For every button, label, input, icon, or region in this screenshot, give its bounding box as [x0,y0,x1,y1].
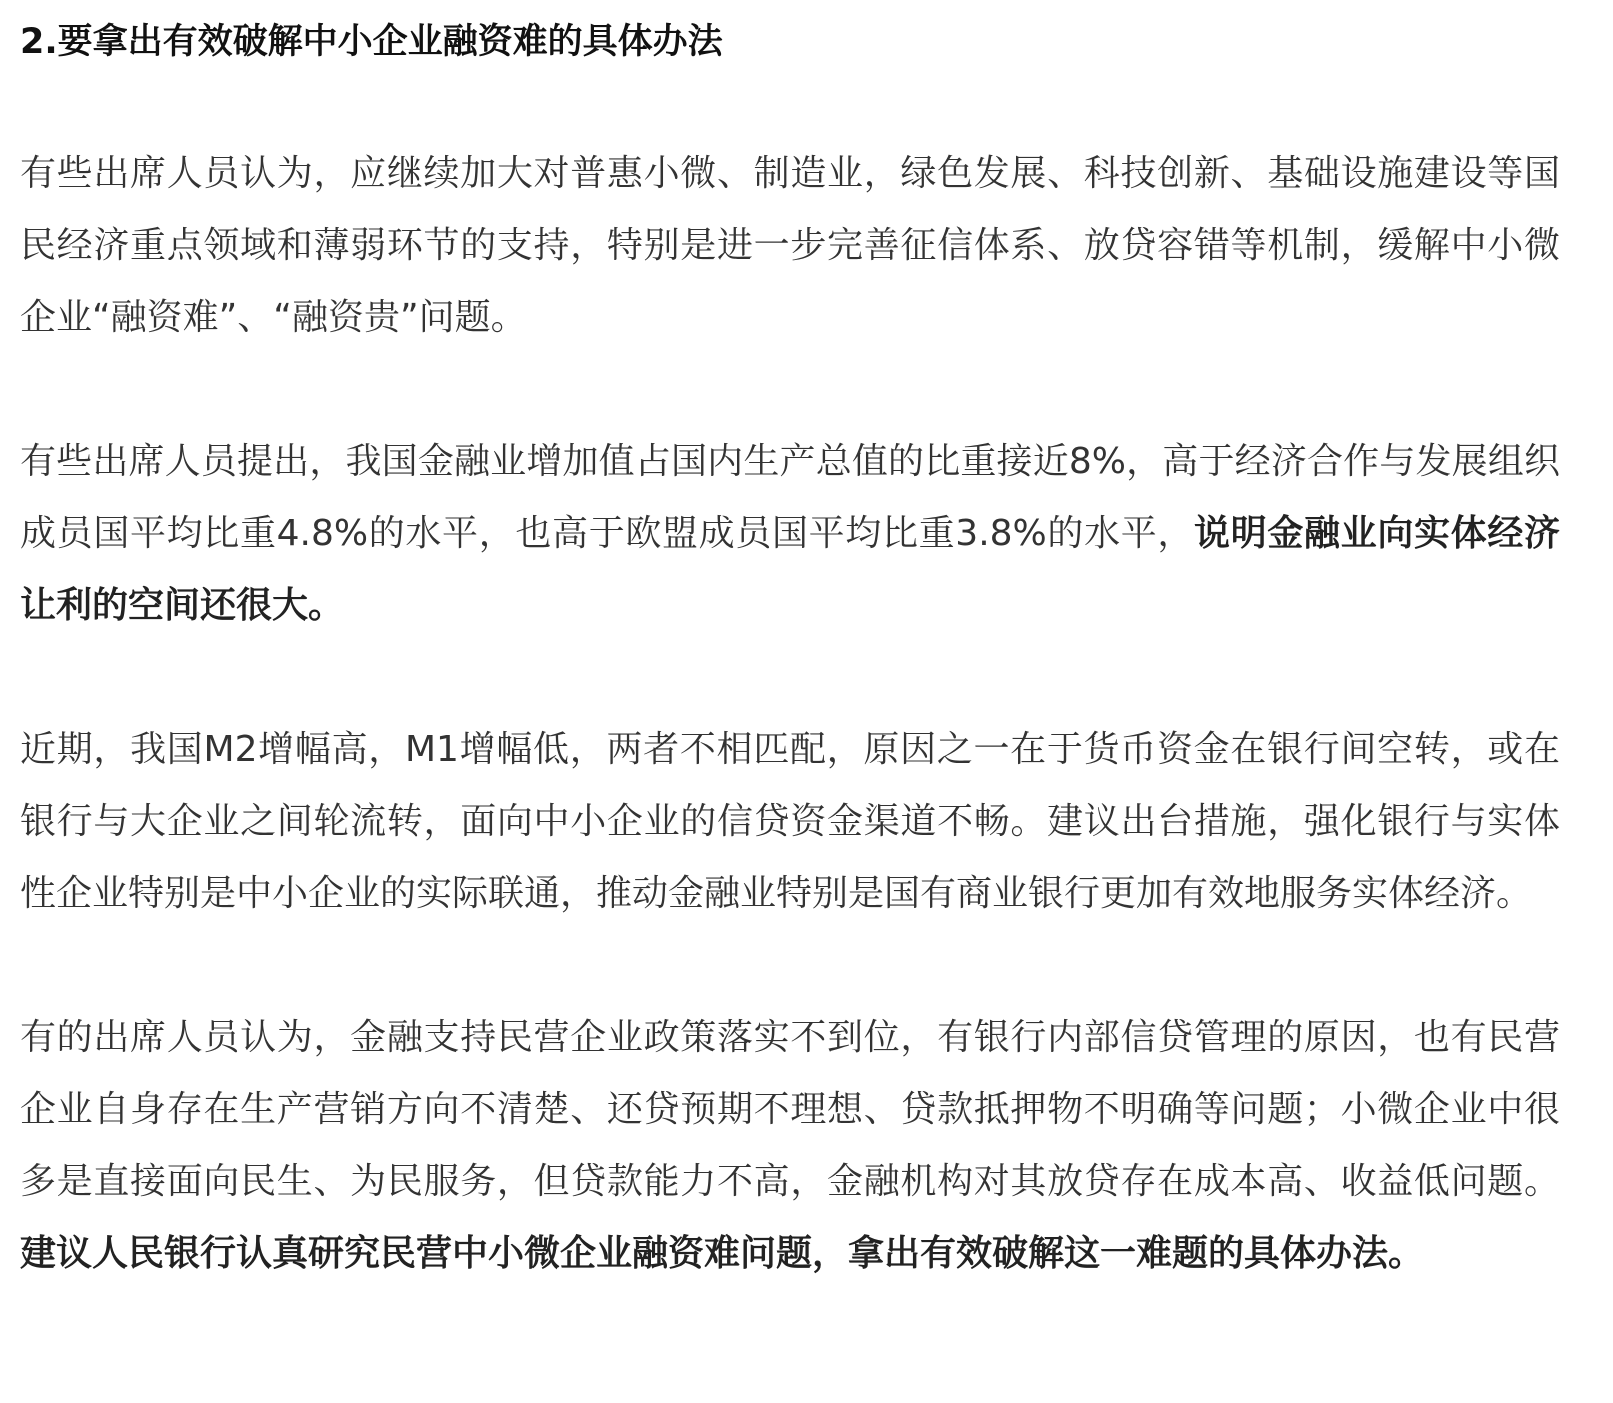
paragraph-2 [20,426,1560,642]
paragraph-4-emphasis: 建议人民银行认真研究民营中小微企业融资难问题，拿出有效破解这一难题的具体办法。 [20,1233,1425,1274]
paragraph-1-text: 有些出席人员认为，应继续加大对普惠小微、制造业，绿色发展、科技创新、基础设施建设等国民经济重点领域和薄弱环节的支持，特别是进一步完善征信体系、放贷容错等机制，缓解中小微企业“融资难”、“融资贵”问题。 [20,153,1560,338]
paragraph-2-text: 有些出席人员提出，我国金融业增加值占国内生产总值的比重接近8%，高于经济合作与发展组织成员国平均比重4.8%的水平，也高于欧盟成员国平均比重3.8%的水平， [20,441,1560,554]
paragraph-4 [20,1002,1560,1290]
paragraph-2-emphasis: 说明金融业向实体经济让利的空间还很大。 [20,513,1560,626]
paragraph-3-text: 近期，我国M2增幅高，M1增幅低，两者不相匹配，原因之一在于货币资金在银行间空转，或在银行与大企业之间轮流转，面向中小企业的信贷资金渠道不畅。建议出台措施，强化银行与实体性企业特别是中小企业的实际联通，推动金融业特别是国有商业银行更加有效地服务实体经济。 [20,729,1560,914]
article-body [20,0,1560,1290]
paragraph-1 [20,138,1560,354]
paragraph-4-text: 有的出席人员认为，金融支持民营企业政策落实不到位，有银行内部信贷管理的原因，也有民营企业自身存在生产营销方向不清楚、还贷预期不理想、贷款抵押物不明确等问题；小微企业中很多是直接面向民生、为民服务，但贷款能力不高，金融机构对其放贷存在成本高、收益低问题。 [20,1017,1560,1202]
section-heading: 2.要拿出有效破解中小企业融资难的具体办法 [20,22,723,62]
paragraph-3 [20,714,1560,930]
